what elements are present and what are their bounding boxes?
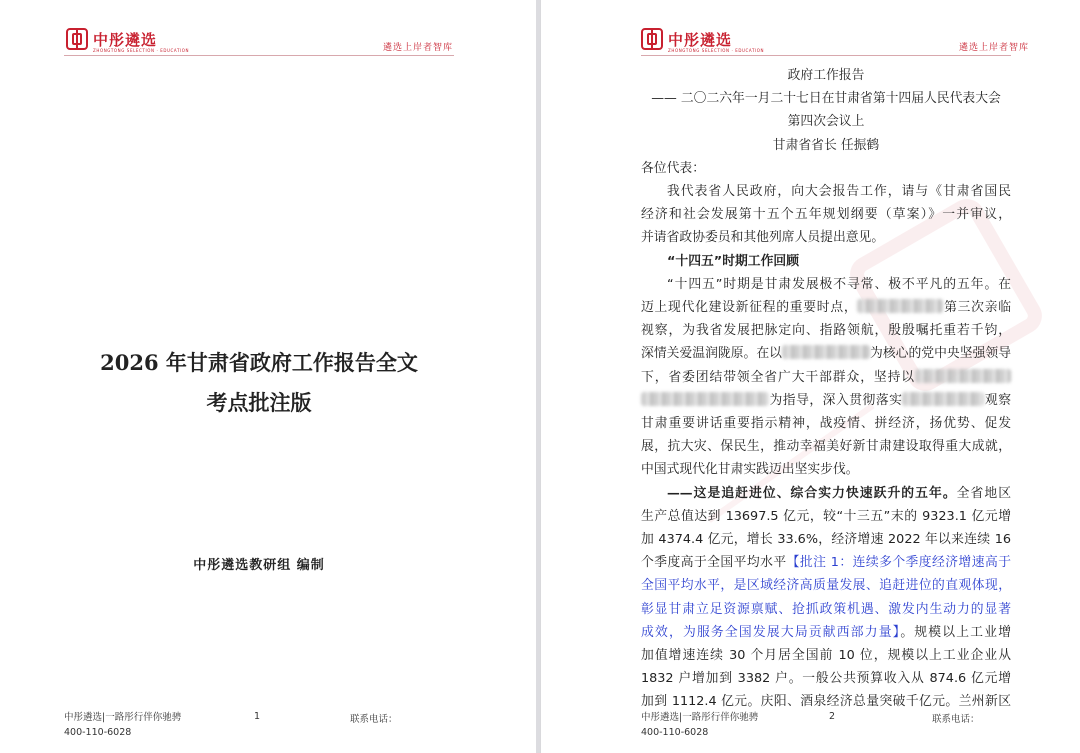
report-body <box>641 64 1011 714</box>
text-segment: 深情关爱温润陇原。在以 <box>641 346 782 362</box>
cover-subtitle: 考点批注版 <box>206 390 312 415</box>
footer-slogan: 中彤遴选|一路彤行伴你驰骋 <box>641 712 759 723</box>
footer-brand <box>64 711 181 740</box>
text-segment: 迈上现代化建设新征程的重要时点， <box>641 300 858 316</box>
redacted-text <box>641 392 769 406</box>
footer-phone: 400-110-6028 <box>64 726 132 738</box>
annotation-note: 成效，为服务全国发展大局贡献西部力量】 <box>641 624 901 640</box>
header-divider <box>64 55 454 56</box>
text-segment: 全省地区 <box>956 485 1011 501</box>
paragraph-line: 经济和社会发展第十五个五年规划纲要（草案）》一并审议， <box>641 207 1011 223</box>
brand-name: 中彤遴选 <box>93 30 158 49</box>
paragraph-line <box>641 482 1011 505</box>
header-slogan: 遴选上岸者智库 <box>959 43 1030 53</box>
paragraph-line: 加 4374.4 亿元，增长 33.6%，经济增速 2022 年以来连续 16 <box>641 532 1011 548</box>
footer-brand <box>641 711 758 740</box>
text-segment: 第三次亲临 <box>943 300 1012 316</box>
document-page-2 <box>540 0 1080 753</box>
annotation-note-line: 彰显甘肃立足资源禀赋、抢抓政策机遇、激发内生动力的显著 <box>641 601 1011 617</box>
report-subheading-2: 第四次会议上 <box>787 114 865 130</box>
text-segment: 观察 <box>984 392 1012 408</box>
paragraph-line: 1832 户增加到 3382 户。一般公共预算收入从 874.6 亿元增 <box>641 671 1011 687</box>
footer-slogan: 中彤遴选|一路彤行伴你驰骋 <box>64 712 182 723</box>
salutation: 各位代表： <box>641 160 705 176</box>
text-segment: 为指导，深入贯彻落实 <box>769 392 903 408</box>
page-number: 2 <box>829 711 836 722</box>
paragraph-line: 生产总值达到 13697.5 亿元，较“十三五”末的 9323.1 亿元增 <box>641 508 1011 524</box>
brand-logo <box>66 28 190 53</box>
footer-contact-label: 联系电话： <box>932 714 980 725</box>
paragraph-line: 并请省政协委员和其他列席人员提出意见。 <box>641 230 885 246</box>
text-segment: 个季度高于全国平均水平 <box>641 555 787 571</box>
annotation-note: 【批注 1：连续多个季度经济增速高于 <box>786 555 1012 571</box>
paragraph-line: 中国式现代化甘肃实践迈出坚实步伐。 <box>641 462 859 478</box>
emphasis-text: ——这是追赶进位、综合实力快速跃升的五年。 <box>667 485 957 501</box>
paragraph-line <box>641 342 1011 365</box>
redacted-name <box>902 392 984 406</box>
report-subheading: —— 二〇二六年一月二十七日在甘肃省第十四届人民代表大会 <box>651 91 1001 107</box>
brand-tagline: ZHONGTONG SELECTION · EDUCATION <box>668 48 765 53</box>
header-slogan: 遴选上岸者智库 <box>383 43 454 53</box>
text-segment: 为核心的党中央坚强领导 <box>870 346 1012 362</box>
page-number: 1 <box>254 711 261 722</box>
annotation-note-line: 全国平均水平，是区域经济高质量发展、追赶进位的直观体现， <box>641 578 1011 594</box>
cover-editor: 中彤遴选教研组 编制 <box>193 558 325 573</box>
logo-mark-icon <box>641 28 663 50</box>
paragraph-line: 甘肃重要讲话重要指示精神，战疫情、拼经济，扬优势、促发 <box>641 416 1011 432</box>
header-divider <box>641 55 1011 56</box>
redacted-name <box>857 299 943 313</box>
paragraph-line: 展，抗大灾、保民生，推动幸福美好新甘肃建设取得重大成就， <box>641 439 1011 455</box>
paragraph-line <box>641 551 1011 574</box>
redacted-text <box>915 369 1011 383</box>
section-title: “十四五”时期工作回顾 <box>667 253 799 269</box>
brand-tagline: ZHONGTONG SELECTION · EDUCATION <box>93 48 190 53</box>
redacted-name <box>782 345 870 359</box>
paragraph-line <box>641 621 1011 644</box>
paragraph-line <box>641 389 1011 412</box>
brand-logo <box>641 28 765 53</box>
text-segment: 下，省委团结带领全省广大干部群众，坚持以 <box>641 369 915 385</box>
logo-mark-icon <box>66 28 88 50</box>
paragraph-line <box>641 366 1011 389</box>
paragraph-line: 加到 1112.4 亿元。庆阳、酒泉经济总量突破千亿元。兰州新区 <box>641 694 1011 710</box>
paragraph-line: 加值增速连续 30 个月居全国前 10 位，规模以上工业企业从 <box>641 648 1011 664</box>
brand-name: 中彤遴选 <box>668 30 733 49</box>
paragraph-line: 视察，为我省发展把脉定向、指路领航，殷殷嘱托重若千钧， <box>641 323 1011 339</box>
paragraph-line: 我代表省人民政府，向大会报告工作，请与《甘肃省国民 <box>667 184 1011 200</box>
cover-title: 2026 年甘肃省政府工作报告全文 <box>100 350 418 375</box>
report-speaker: 甘肃省省长 任振鹤 <box>772 137 880 153</box>
text-segment: 。规模以上工业增 <box>900 624 1011 640</box>
paragraph-line: “十四五”时期是甘肃发展极不寻常、极不平凡的五年。在 <box>667 276 1011 292</box>
report-heading: 政府工作报告 <box>787 68 865 83</box>
footer-phone: 400-110-6028 <box>641 726 709 738</box>
paragraph-line <box>641 296 1011 319</box>
footer-contact-label: 联系电话： <box>350 714 398 725</box>
